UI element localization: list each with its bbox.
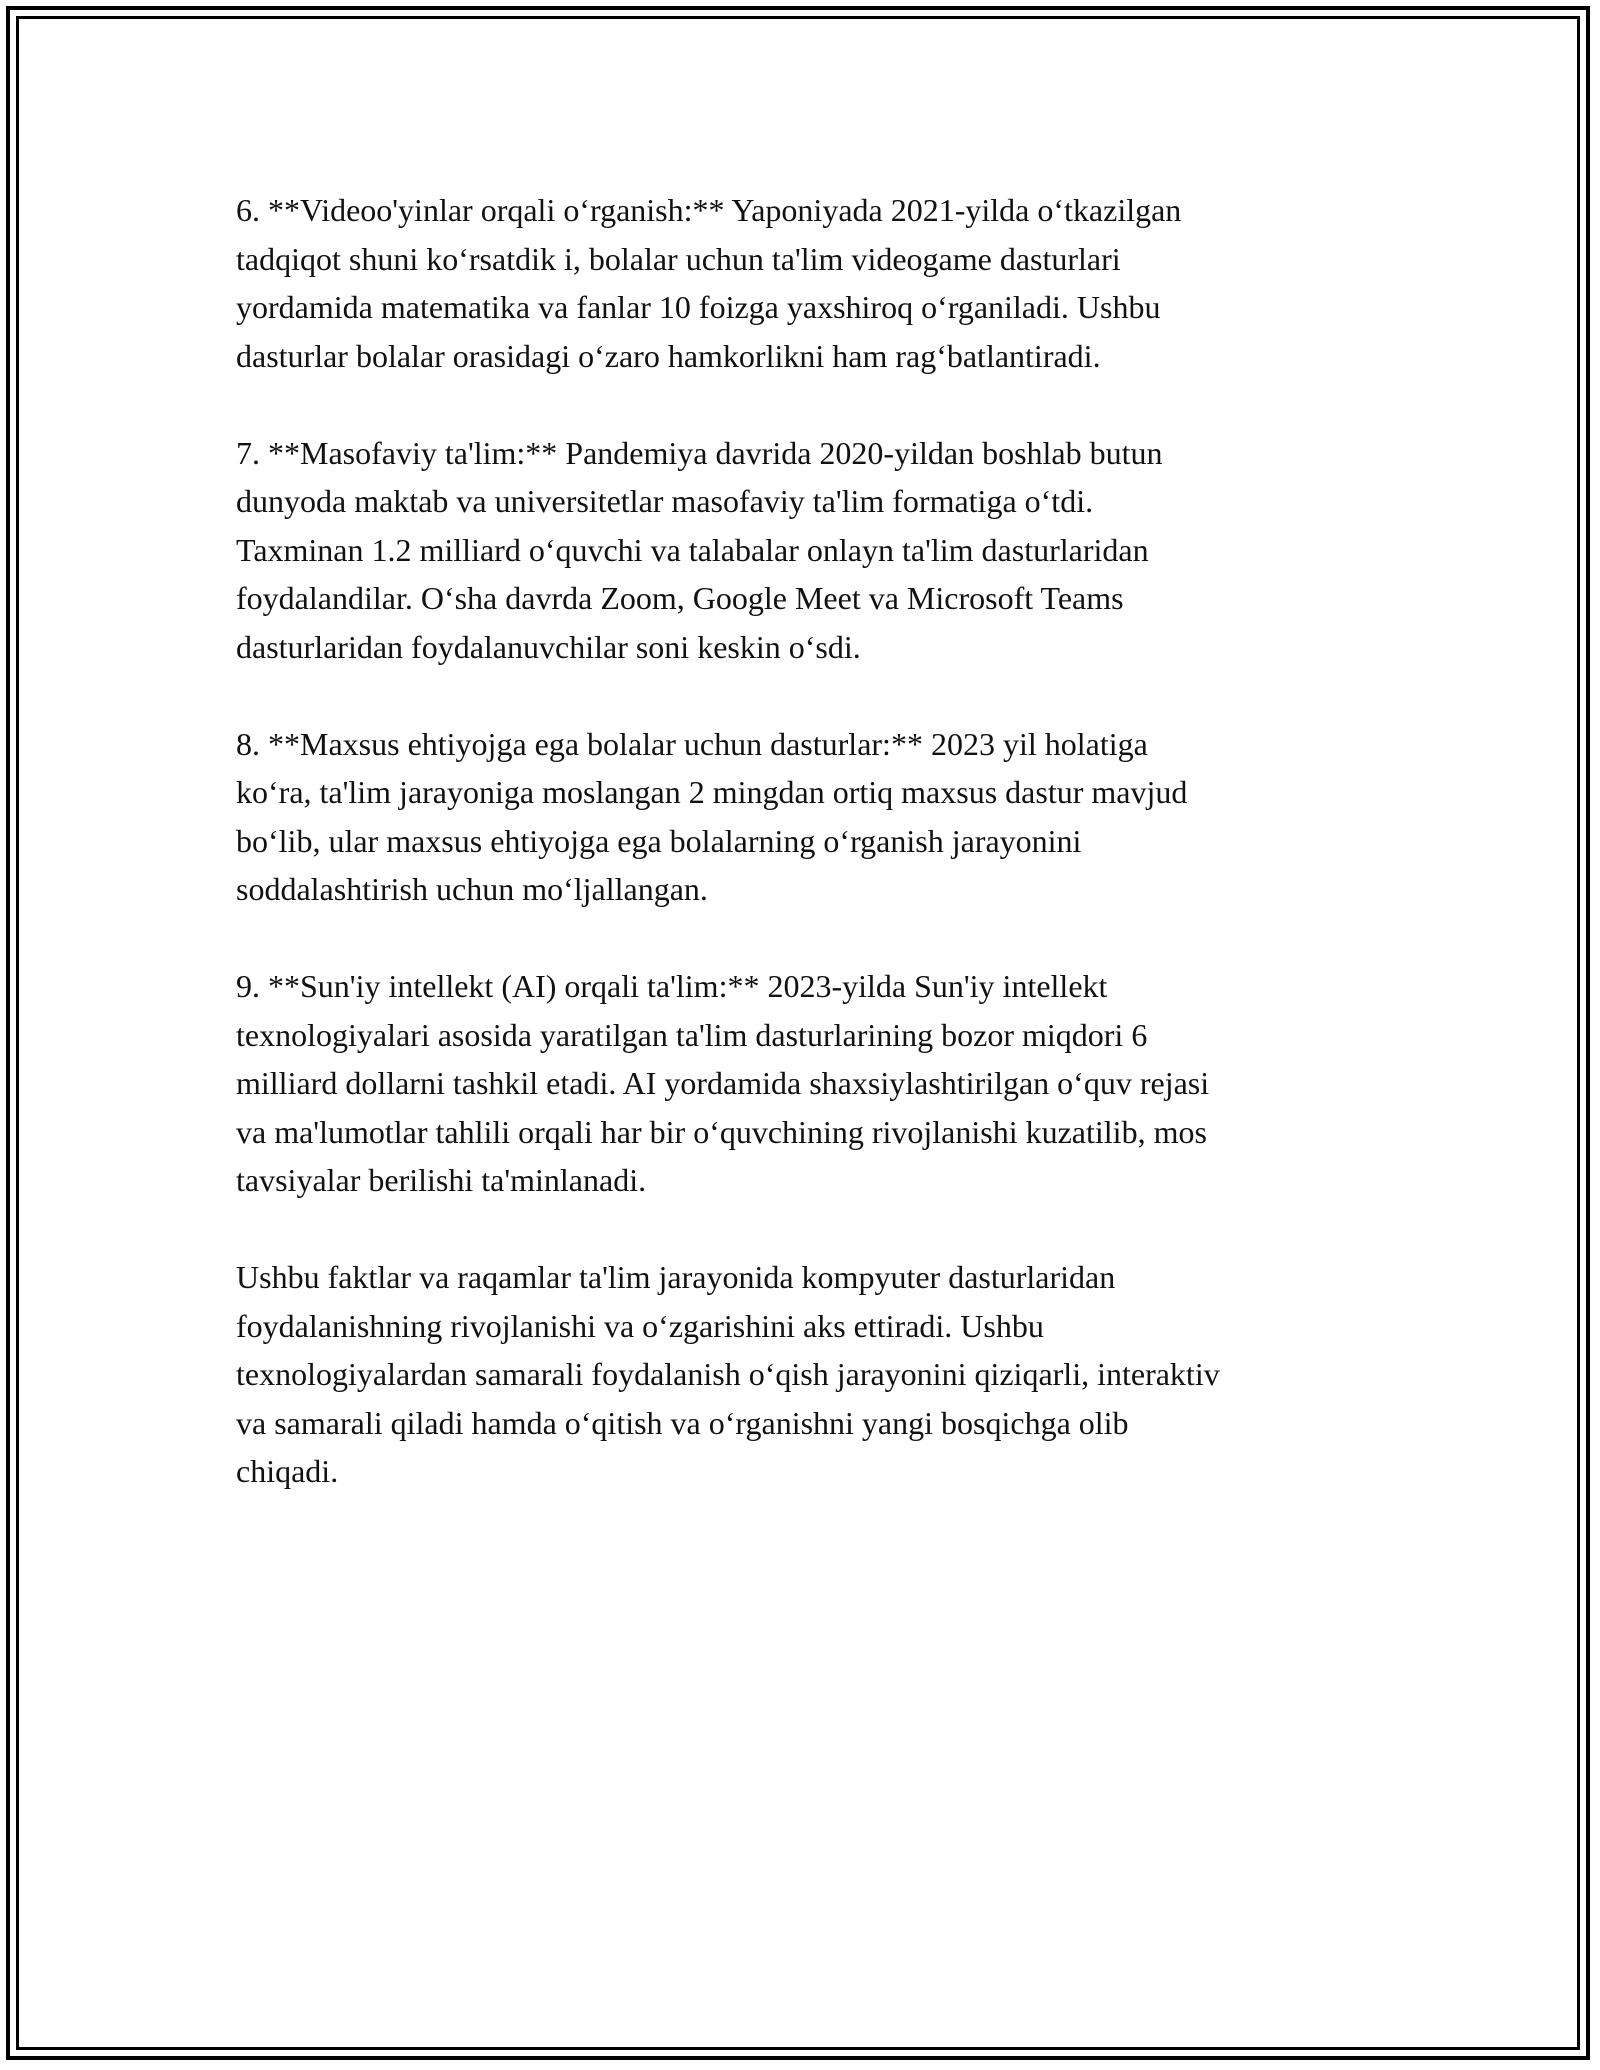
document-body (236, 186, 1376, 1544)
paragraph-conclusion: Ushbu faktlar va raqamlar ta'lim jarayonida kompyuter dasturlaridan foydalanishning rivojlanishi va o‘zgarishini aks ettiradi. Ushbu texnologiyalardan samarali foydalanish o‘qish jarayonini qiziqarli, interaktiv va samarali qiladi hamda o‘qitish va o‘rganishni yangi bosqichga olib chiqadi. (236, 1259, 1220, 1489)
paragraph-distance-learning: 7. **Masofaviy ta'lim:** Pandemiya davrida 2020-yildan boshlab butun dunyoda maktab va universitetlar masofaviy ta'lim formatiga o‘tdi. Taxminan 1.2 milliard o‘quvchi va talabalar onlayn ta'lim dasturlaridan foydalandilar. O‘sha davrda Zoom, Google Meet va Microsoft Teams dasturlaridan foydalanuvchilar soni keskin o‘sdi. (236, 434, 1163, 665)
paragraph-videogames: 6. **Videoo'yinlar orqali o‘rganish:** Yaponiyada 2021-yilda o‘tkazilgan tadqiqot shuni ko‘rsatdik i, bolalar uchun ta'lim videogame dasturlari yordamida matematika va fanlar 10 foizga yaxshiroq o‘rganiladi. Ushbu dasturlar bolalar orasidagi o‘zaro hamkorlikni ham rag‘batlantiradi. (236, 192, 1182, 374)
paragraph-ai-education: 9. **Sun'iy intellekt (AI) orqali ta'lim:** 2023-yilda Sun'iy intellekt texnologiyalari asosida yaratilgan ta'lim dasturlarining bozor miqdori 6 milliard dollarni tashkil etadi. AI yordamida shaxsiylashtirilgan o‘quv rejasi va ma'lumotlar tahlili orqali har bir o‘quvchining rivojlanishi kuzatilib, mos tavsiyalar berilishi ta'minlanadi. (236, 968, 1210, 1198)
paragraph-special-needs: 8. **Maxsus ehtiyojga ega bolalar uchun dasturlar:** 2023 yil holatiga ko‘ra, ta'lim jarayoniga moslangan 2 mingdan ortiq maxsus dastur mavjud bo‘lib, ular maxsus ehtiyojga ega bolalarning o‘rganish jarayonini soddalashtirish uchun mo‘ljallangan. (236, 725, 1188, 907)
